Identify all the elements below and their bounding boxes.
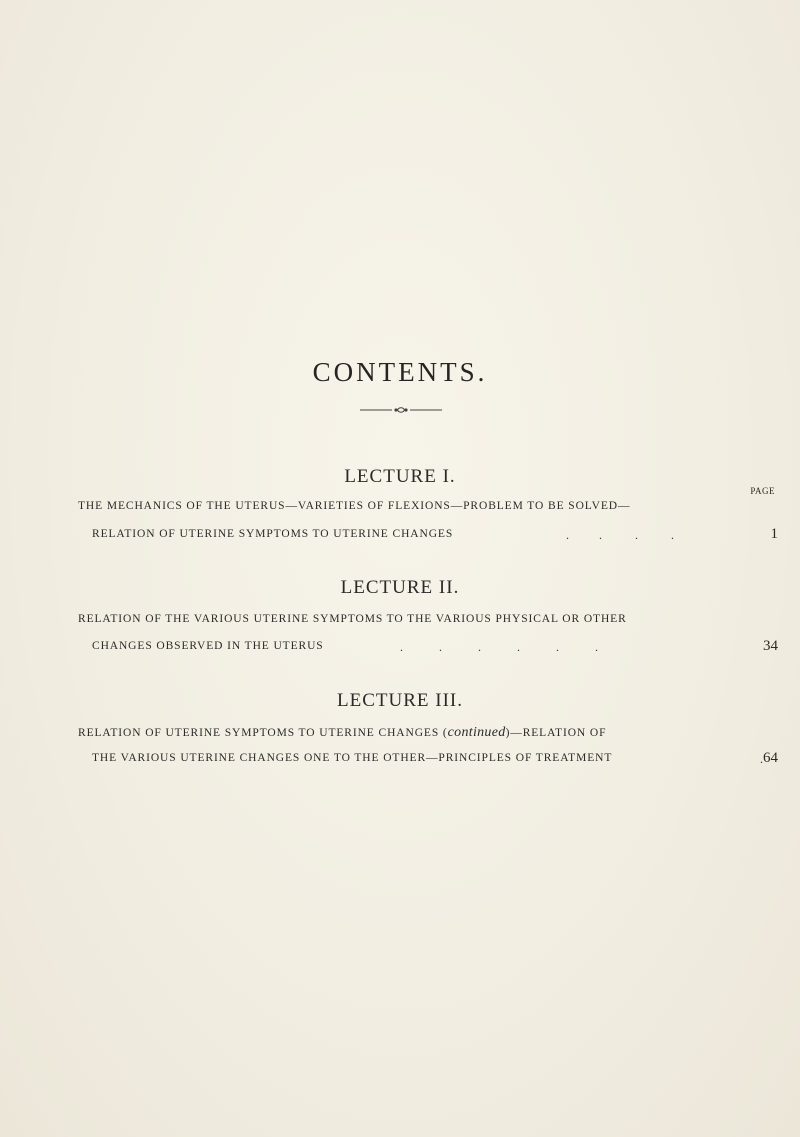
- lecture-1-line-1: THE MECHANICS OF THE UTERUS—VARIETIES OF FLEXIONS—PROBLEM TO BE SOLVED—: [78, 500, 631, 512]
- lecture-1-heading: LECTURE I.: [344, 466, 456, 487]
- lecture-1-leader-dots: . . . .: [566, 528, 674, 542]
- lecture-1-page-number: 1: [770, 526, 778, 542]
- lecture-2-line-2: CHANGES OBSERVED IN THE UTERUS: [92, 640, 324, 652]
- lecture-3-line-2: THE VARIOUS UTERINE CHANGES ONE TO THE OTHER—PRINCIPLES OF TREATMENT: [92, 752, 613, 764]
- lecture-3-heading: LECTURE III.: [337, 690, 463, 711]
- lecture-3-line-1-part-b: )—RELATION OF: [505, 727, 607, 739]
- lecture-3-continued-italic: continued: [447, 725, 506, 740]
- lecture-3-line-1: [78, 725, 606, 741]
- lecture-3-leader-dots: .: [760, 752, 763, 766]
- lecture-3-page-number: 64: [763, 750, 778, 766]
- page-column-label: PAGE: [750, 486, 775, 496]
- lecture-2-line-1: RELATION OF THE VARIOUS UTERINE SYMPTOMS TO THE VARIOUS PHYSICAL OR OTHER: [78, 613, 627, 625]
- lecture-2-page-number: 34: [763, 638, 778, 654]
- lecture-2-leader-dots: . . . . . .: [400, 640, 598, 654]
- ornament-divider: [358, 406, 444, 414]
- page-title: CONTENTS.: [312, 357, 488, 387]
- lecture-3-line-1-part-a: RELATION OF UTERINE SYMPTOMS TO UTERINE CHANGES (: [78, 727, 448, 739]
- lecture-2-heading: LECTURE II.: [340, 577, 460, 598]
- lecture-1-line-2: RELATION OF UTERINE SYMPTOMS TO UTERINE CHANGES: [92, 528, 454, 540]
